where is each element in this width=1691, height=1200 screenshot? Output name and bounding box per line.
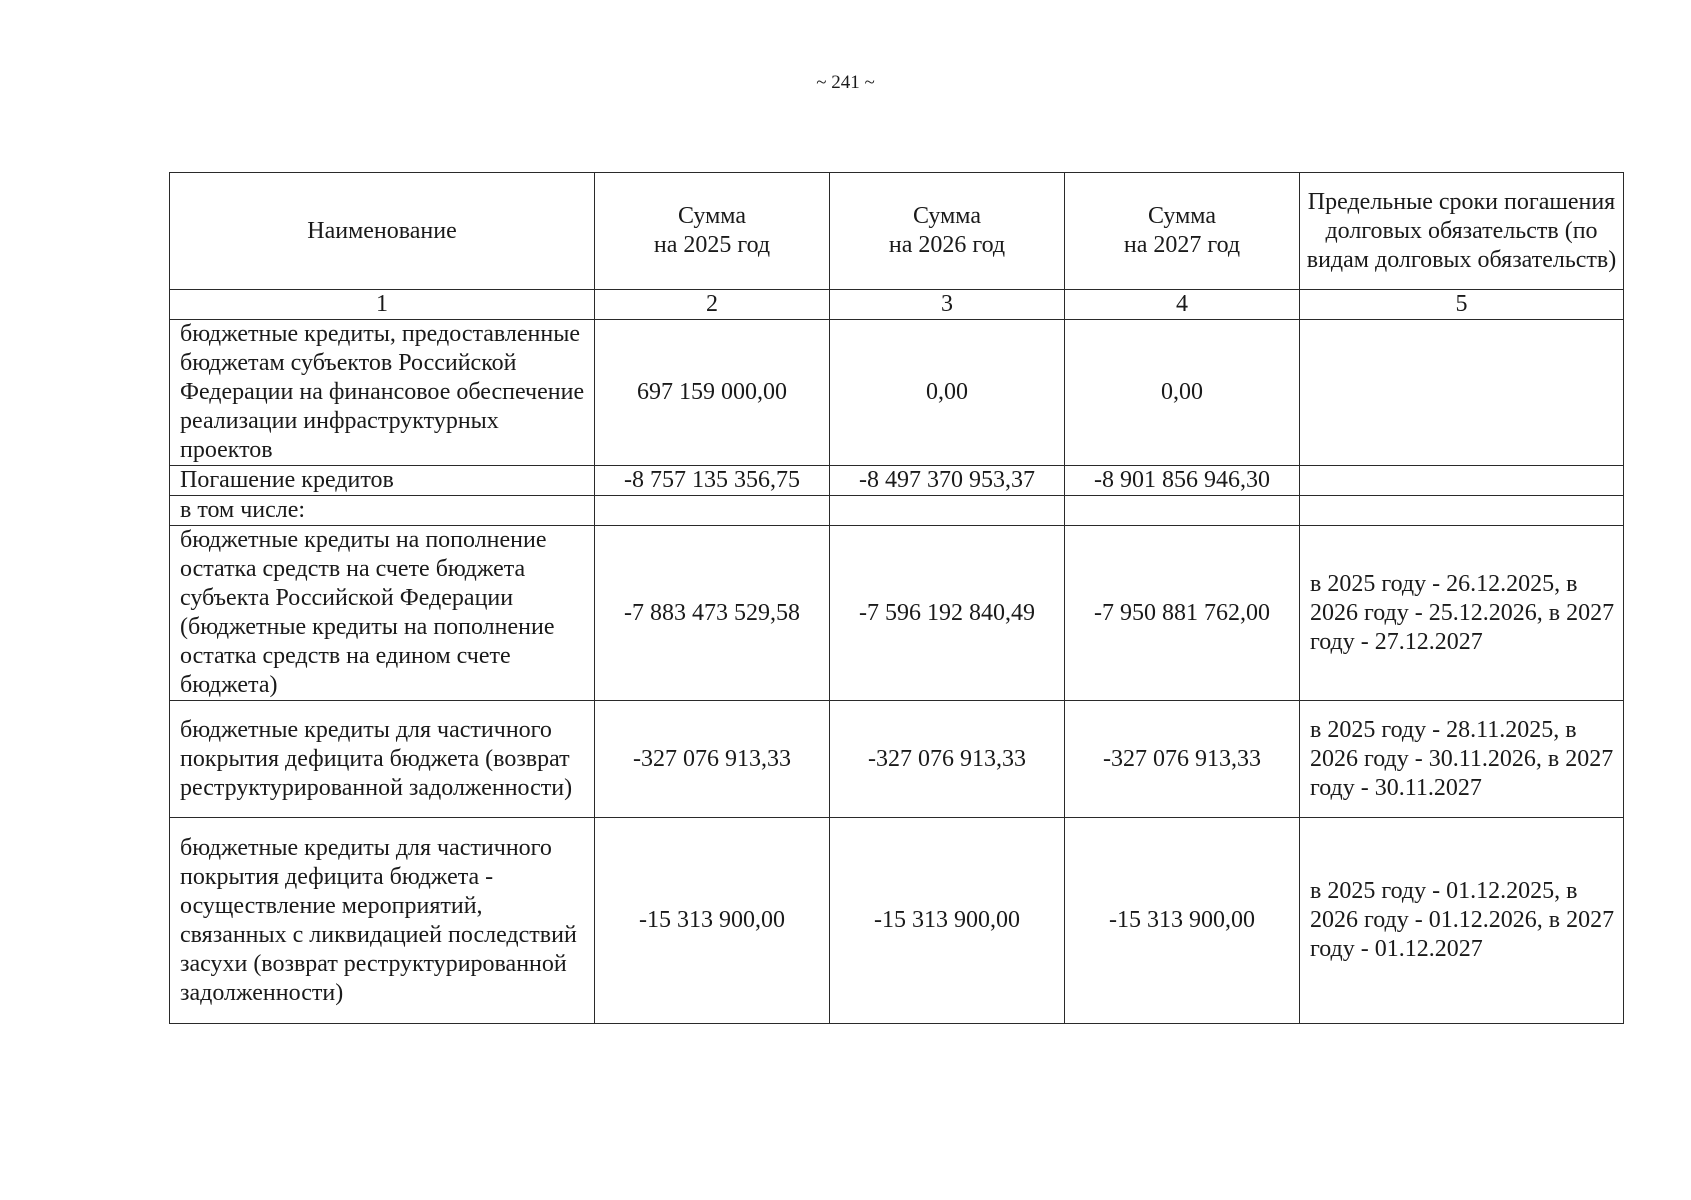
column-number: 4 bbox=[1065, 290, 1300, 320]
column-number: 3 bbox=[830, 290, 1065, 320]
header-sum-2027: Сумма на 2027 год bbox=[1065, 173, 1300, 290]
row-sum-2026: -327 076 913,33 bbox=[830, 701, 1065, 818]
row-sum-2026: -15 313 900,00 bbox=[830, 818, 1065, 1024]
row-sum-2025: -7 883 473 529,58 bbox=[595, 526, 830, 701]
row-terms: в 2025 году - 26.12.2025, в 2026 году - 25.12.2026, в 2027 году - 27.12.2027 bbox=[1300, 526, 1624, 701]
table-row bbox=[170, 526, 1624, 701]
row-sum-2026: -8 497 370 953,37 bbox=[830, 466, 1065, 496]
row-sum-2025: -8 757 135 356,75 bbox=[595, 466, 830, 496]
row-sum-2026: -7 596 192 840,49 bbox=[830, 526, 1065, 701]
row-terms: в 2025 году - 28.11.2025, в 2026 году - 30.11.2026, в 2027 году - 30.11.2027 bbox=[1300, 701, 1624, 818]
row-sum-2026 bbox=[830, 496, 1065, 526]
row-sum-2026: 0,00 bbox=[830, 320, 1065, 466]
header-sum-2025: Сумма на 2025 год bbox=[595, 173, 830, 290]
row-name: бюджетные кредиты на пополнение остатка средств на счете бюджета субъекта Российской Федерации (бюджетные кредиты на пополнение остатка средств на едином счете бюджета) bbox=[170, 526, 595, 701]
table-row bbox=[170, 701, 1624, 818]
row-sum-2025 bbox=[595, 496, 830, 526]
header-name: Наименование bbox=[170, 173, 595, 290]
row-name: в том числе: bbox=[170, 496, 595, 526]
row-terms bbox=[1300, 466, 1624, 496]
row-name: бюджетные кредиты, предоставленные бюджетам субъектов Российской Федерации на финансовое обеспечение реализации инфраструктурных проектов bbox=[170, 320, 595, 466]
table-row bbox=[170, 466, 1624, 496]
page-number: ~ 241 ~ bbox=[816, 72, 875, 93]
row-sum-2025: 697 159 000,00 bbox=[595, 320, 830, 466]
row-sum-2027: -8 901 856 946,30 bbox=[1065, 466, 1300, 496]
row-sum-2027 bbox=[1065, 496, 1300, 526]
row-name: бюджетные кредиты для частичного покрытия дефицита бюджета (возврат реструктурированной задолженности) bbox=[170, 701, 595, 818]
column-number-row bbox=[170, 290, 1624, 320]
row-sum-2027: -15 313 900,00 bbox=[1065, 818, 1300, 1024]
column-number: 2 bbox=[595, 290, 830, 320]
row-sum-2027: -7 950 881 762,00 bbox=[1065, 526, 1300, 701]
row-name: Погашение кредитов bbox=[170, 466, 595, 496]
row-sum-2027: 0,00 bbox=[1065, 320, 1300, 466]
header-repayment-terms: Предельные сроки погашения долговых обязательств (по видам долговых обязательств) bbox=[1300, 173, 1624, 290]
row-sum-2025: -15 313 900,00 bbox=[595, 818, 830, 1024]
table-row bbox=[170, 818, 1624, 1024]
row-name: бюджетные кредиты для частичного покрытия дефицита бюджета - осуществление мероприятий, связанных с ликвидацией последствий засухи (возврат реструктурированной задолженности) bbox=[170, 818, 595, 1024]
table-row bbox=[170, 320, 1624, 466]
column-number: 5 bbox=[1300, 290, 1624, 320]
table-header-row bbox=[170, 173, 1624, 290]
table-row bbox=[170, 496, 1624, 526]
row-terms bbox=[1300, 496, 1624, 526]
row-sum-2025: -327 076 913,33 bbox=[595, 701, 830, 818]
row-terms bbox=[1300, 320, 1624, 466]
row-terms: в 2025 году - 01.12.2025, в 2026 году - 01.12.2026, в 2027 году - 01.12.2027 bbox=[1300, 818, 1624, 1024]
header-sum-2026: Сумма на 2026 год bbox=[830, 173, 1065, 290]
row-sum-2027: -327 076 913,33 bbox=[1065, 701, 1300, 818]
column-number: 1 bbox=[170, 290, 595, 320]
budget-table bbox=[169, 172, 1624, 1024]
